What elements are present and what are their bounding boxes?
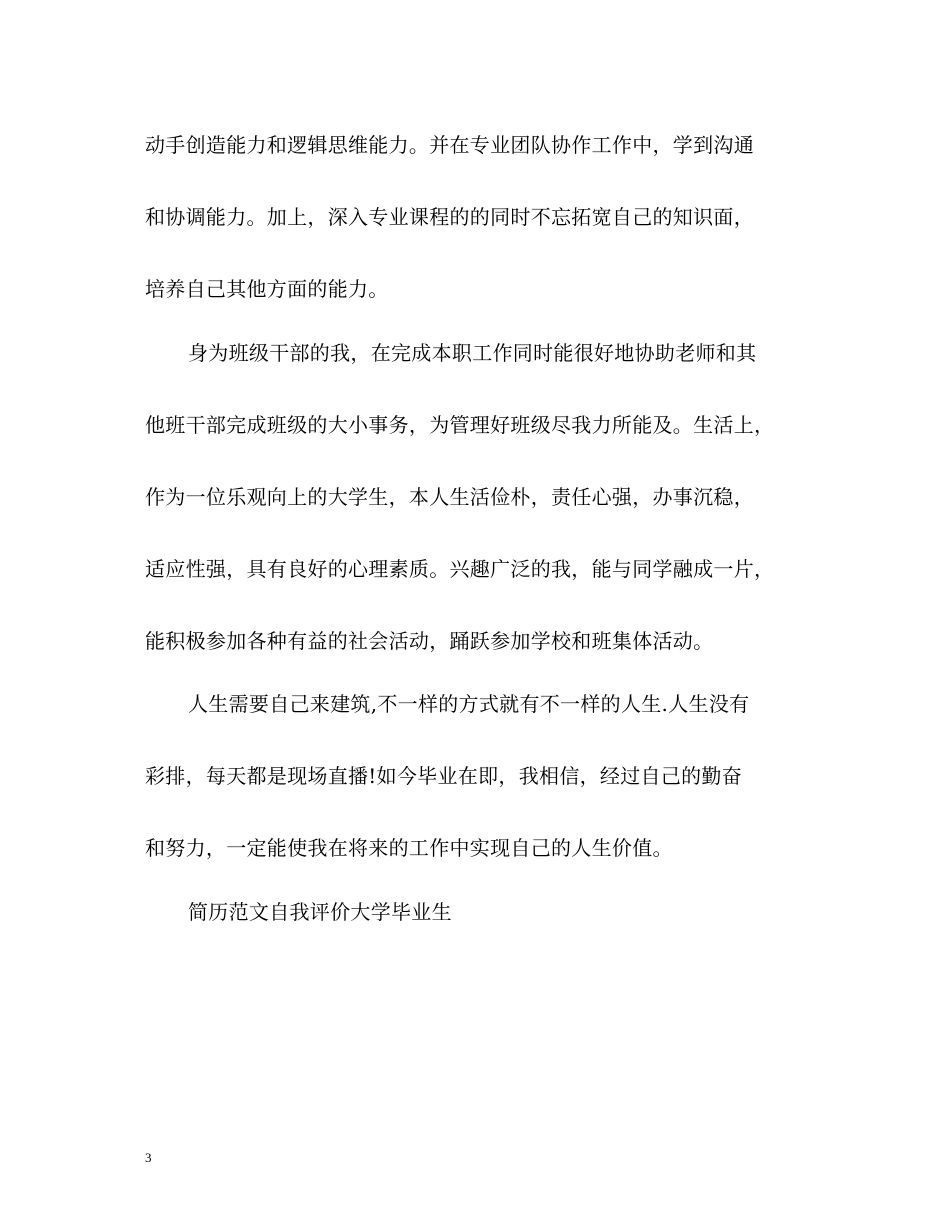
body-text-line: 和协调能力。加上，深入专业课程的的同时不忘拓宽自己的知识面， [145,205,754,229]
body-text-line: 能积极参加各种有益的社会活动，踊跃参加学校和班集体活动。 [145,629,714,653]
body-text-line: 适应性强，具有良好的心理素质。兴趣广泛的我，能与同学融成一片， [145,557,775,581]
body-text-line: 他班干部完成班级的大小事务，为管理好班级尽我力所能及。生活上， [145,413,775,437]
body-text-line: 培养自己其他方面的能力。 [145,277,389,301]
paragraph-first-line: 人生需要自己来建筑,不一样的方式就有不一样的人生.人生没有 [188,692,750,716]
paragraph-first-line: 身为班级干部的我，在完成本职工作同时能很好地协助老师和其 [188,341,757,365]
page-number: 3 [145,1150,152,1165]
body-text-line: 作为一位乐观向上的大学生，本人生活俭朴，责任心强，办事沉稳， [145,485,754,509]
body-text-line: 动手创造能力和逻辑思维能力。并在专业团队协作工作中，学到沟通 [145,133,754,157]
section-heading: 简历范文自我评价大学毕业生 [188,900,452,924]
body-text-line: 和努力，一定能使我在将来的工作中实现自己的人生价值。 [145,836,673,860]
body-text-line: 彩排，每天都是现场直播!如今毕业在即，我相信，经过自己的勤奋 [145,764,743,788]
